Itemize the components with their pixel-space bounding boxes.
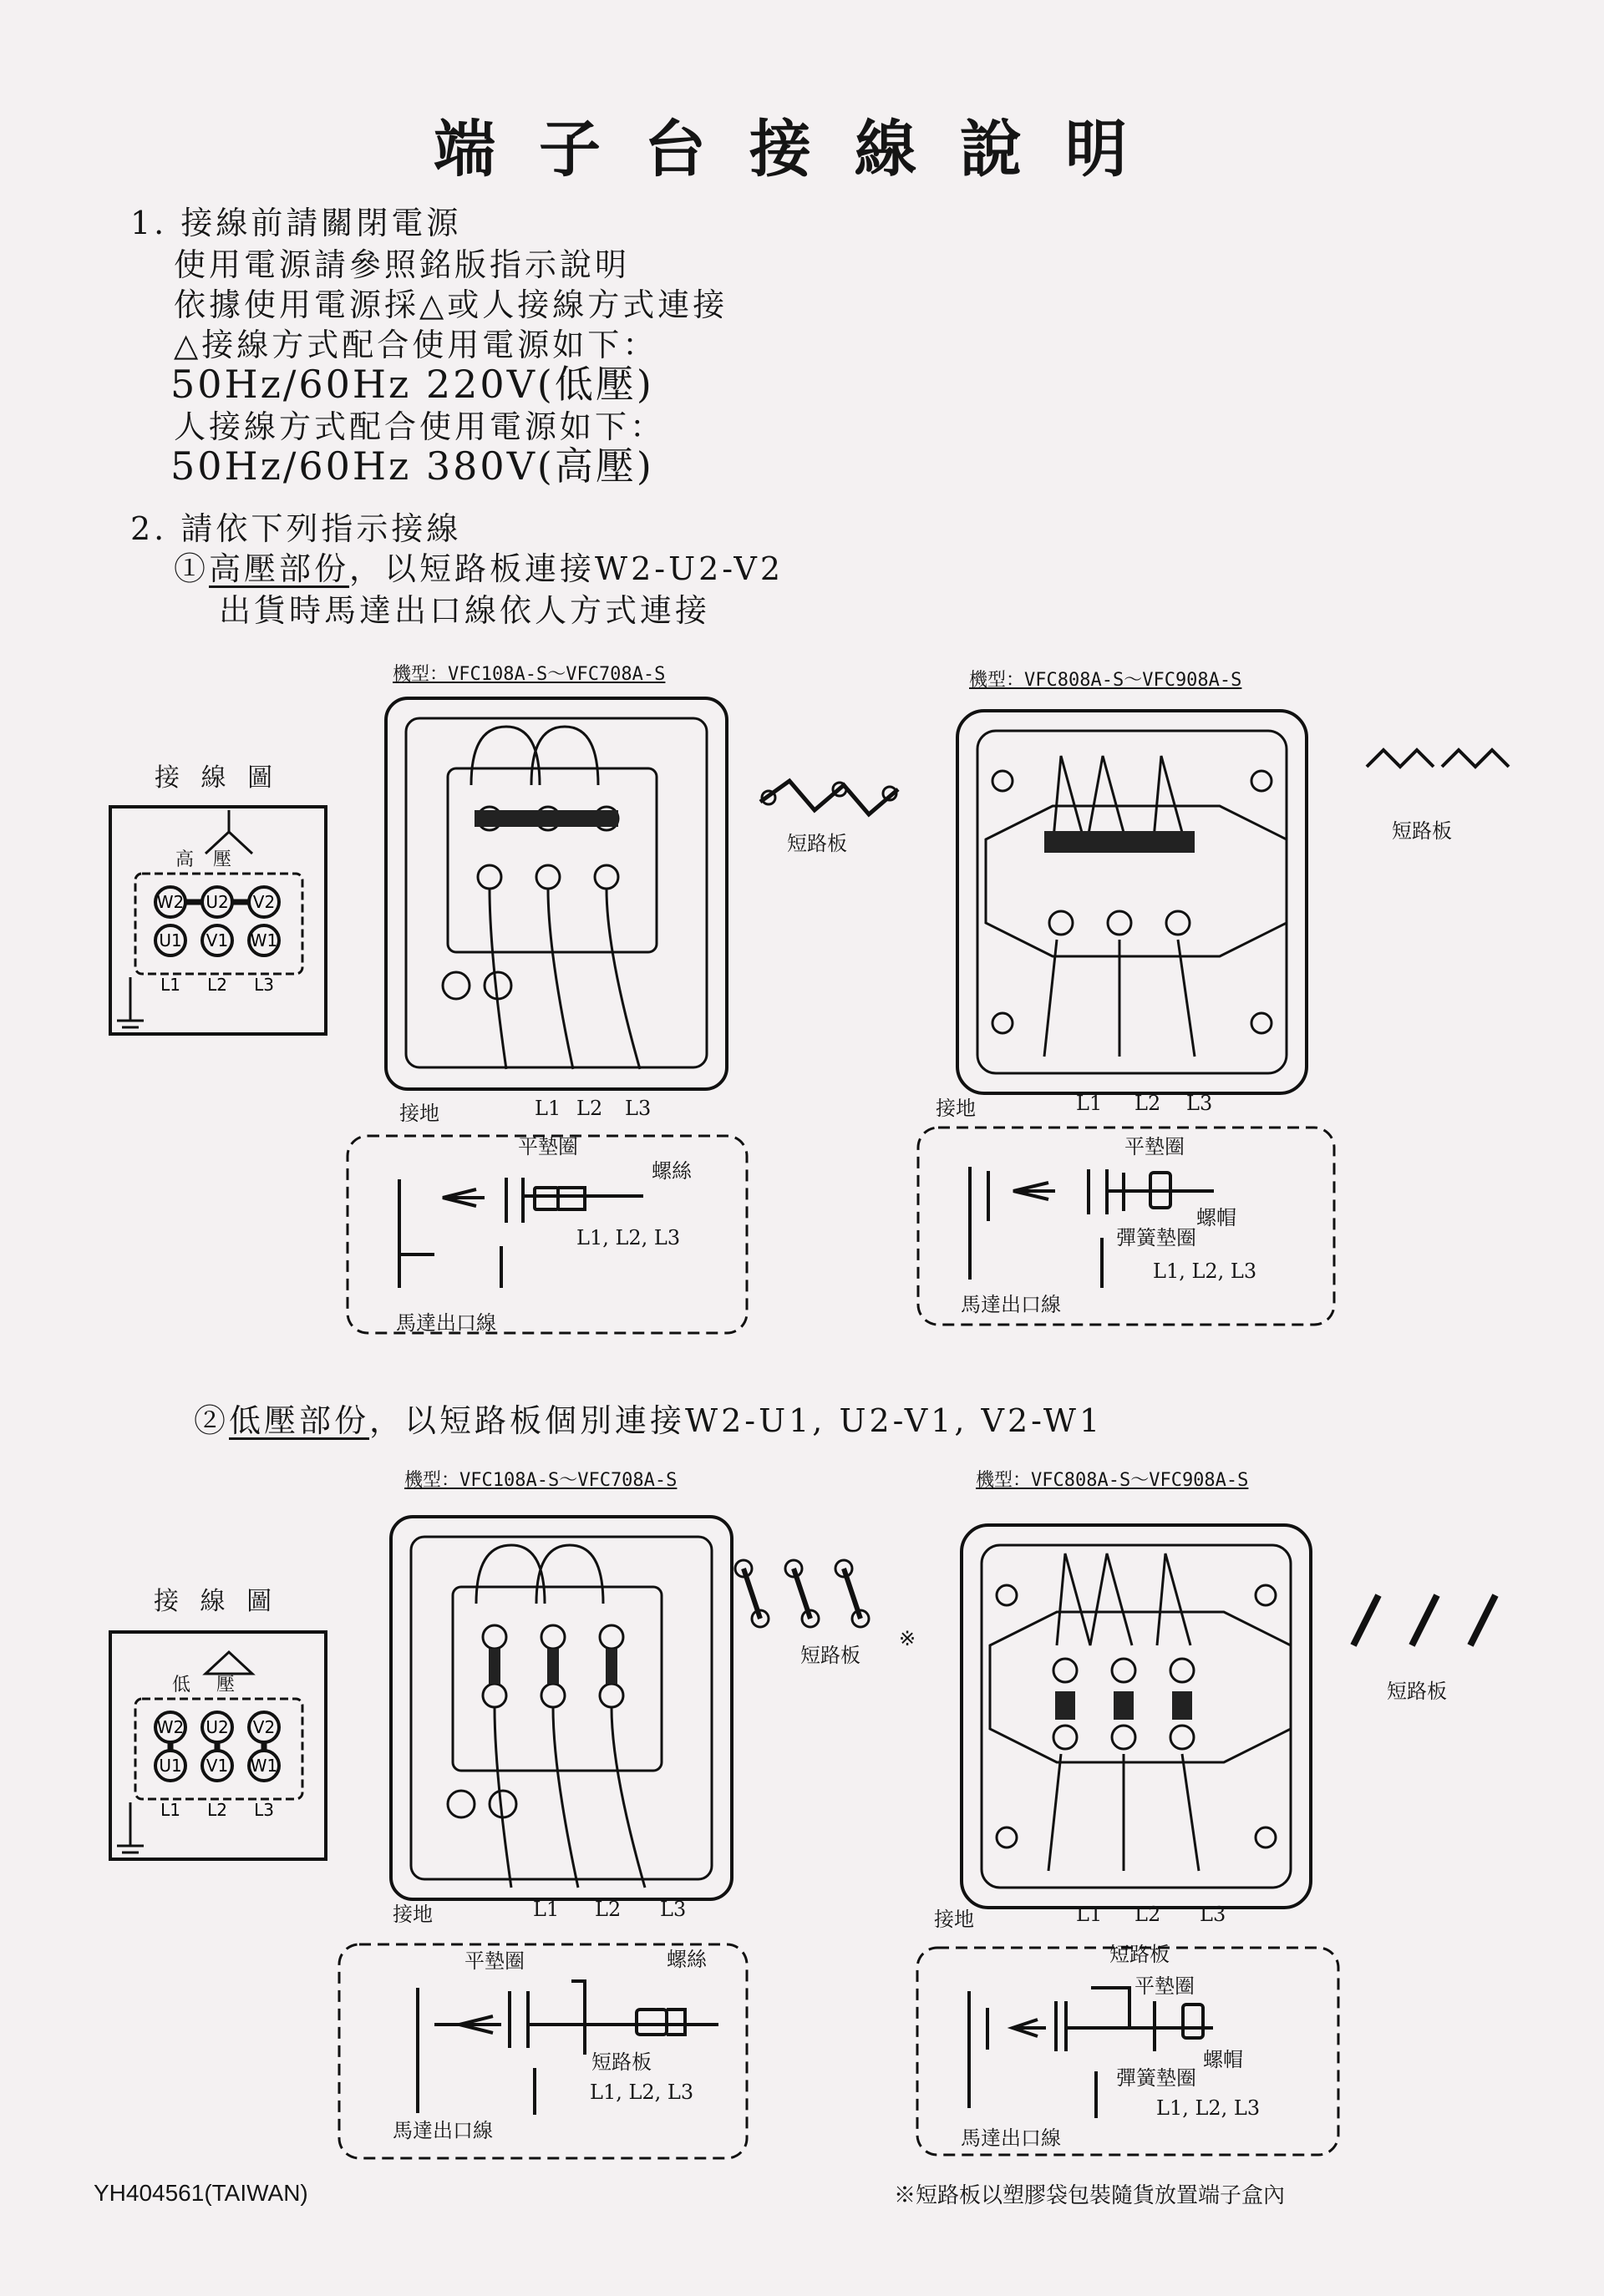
motor-lead-label-3: 馬達出口線 — [393, 2119, 493, 2142]
svg-text:L3: L3 — [254, 975, 274, 995]
svg-text:L1: L1 — [160, 975, 180, 995]
svg-text:L3: L3 — [254, 1800, 274, 1820]
svg-text:W2: W2 — [156, 1717, 185, 1737]
l123-label-3: L1, L2, L3 — [590, 2081, 694, 2104]
motor-lead-label-2: 馬達出口線 — [961, 1293, 1061, 1316]
flat-washer-label-3: 平墊圈 — [464, 1949, 525, 1973]
flat-washer-label-4: 平墊圈 — [1134, 1974, 1195, 1998]
low-voltage-instruction: ②低壓部份，以短路板個別連接W2-U1, U2-V1, V2-W1 — [194, 1402, 1104, 1439]
nut-label-2: 螺帽 — [1203, 2048, 1243, 2071]
l123-label-4: L1, L2, L3 — [1156, 2096, 1261, 2120]
svg-text:L1: L1 — [160, 1800, 180, 1820]
instruction-1-line-4: △接線方式配合使用電源如下： — [174, 327, 658, 363]
terminal-w2: W2 — [156, 892, 185, 912]
short-plate-note: ※短路板以塑膠袋包裝隨貨放置端子盒內 — [894, 2183, 1286, 2208]
l2-label-4: L2 — [1134, 1903, 1161, 1926]
small-terminal-box-low — [386, 1512, 737, 1904]
short-plate-label-6: 短路板 — [1109, 1943, 1170, 1966]
short-plate-low-large — [1337, 1579, 1520, 1662]
svg-text:V1: V1 — [206, 1756, 229, 1776]
instruction-2-line-1: 2. 請依下列指示接線 — [130, 510, 462, 547]
svg-text:U1: U1 — [159, 1756, 182, 1776]
l2-label-3: L2 — [595, 1898, 622, 1921]
short-plate-label-4: 短路板 — [1387, 1680, 1447, 1703]
svg-text:U2: U2 — [206, 1717, 229, 1737]
large-terminal-box-high — [952, 706, 1312, 1098]
l1-label-2: L1 — [1076, 1092, 1103, 1115]
low-voltage-terminal-diagram — [105, 1627, 331, 1878]
flat-washer-label-2: 平墊圈 — [1124, 1135, 1185, 1158]
l1-label-3: L1 — [533, 1898, 560, 1921]
ground-label-2: 接地 — [936, 1097, 976, 1120]
model-small-low: 機型：VFC108A-S～VFC708A-S — [404, 1470, 678, 1491]
page-title: 端子台接線說明 — [434, 114, 1170, 185]
l1-label-4: L1 — [1076, 1903, 1103, 1926]
ground-label-1: 接地 — [399, 1102, 439, 1125]
svg-text:L2: L2 — [207, 1800, 227, 1820]
svg-text:L2: L2 — [207, 975, 227, 995]
terminal-v2: V2 — [252, 892, 276, 912]
wiring-diagram-label-low: 接 線 圖 — [154, 1587, 279, 1616]
wiring-diagram-label-high: 接 線 圖 — [155, 763, 280, 793]
instruction-1-line-3: 依據使用電源採△或人接線方式連接 — [174, 286, 728, 323]
model-small-high: 機型：VFC108A-S～VFC708A-S — [393, 664, 666, 685]
motor-lead-label-4: 馬達出口線 — [961, 2126, 1061, 2150]
nut-label-1: 螺帽 — [1196, 1206, 1236, 1229]
short-plate-label-1: 短路板 — [787, 832, 847, 855]
high-voltage-terminal-diagram — [105, 802, 331, 1052]
model-large-high: 機型：VFC808A-S～VFC908A-S — [969, 670, 1242, 691]
l123-label-1: L1, L2, L3 — [576, 1226, 681, 1249]
instruction-1-line-7: 50Hz/60Hz 380V(高壓) — [170, 443, 654, 489]
short-plate-label-5: 短路板 — [591, 2050, 652, 2074]
short-plate-label-2: 短路板 — [1392, 819, 1452, 843]
l3-label-3: L3 — [660, 1898, 687, 1921]
high-voltage-note: 出貨時馬達出口線依人方式連接 — [219, 592, 711, 629]
instruction-1-line-6: 人接線方式配合使用電源如下： — [174, 408, 666, 445]
asterisk-mark: ※ — [899, 1627, 916, 1650]
spring-washer-label-2: 彈簧墊圈 — [1116, 2066, 1196, 2090]
short-plate-high-small — [752, 752, 927, 835]
l123-label-2: L1, L2, L3 — [1153, 1260, 1257, 1283]
model-large-low: 機型：VFC808A-S～VFC908A-S — [976, 1470, 1249, 1491]
l2-label-2: L2 — [1134, 1092, 1161, 1115]
l3-label-4: L3 — [1200, 1903, 1226, 1926]
spring-washer-label-1: 彈簧墊圈 — [1116, 1226, 1196, 1249]
svg-text:V2: V2 — [252, 1717, 276, 1737]
l2-label-1: L2 — [576, 1097, 603, 1120]
svg-text:W1: W1 — [250, 1756, 278, 1776]
high-voltage-label: 高 壓 — [175, 849, 238, 870]
flat-washer-label-1: 平墊圈 — [518, 1135, 578, 1158]
short-plate-label-3: 短路板 — [800, 1644, 860, 1667]
screw-label-2: 螺絲 — [667, 1948, 707, 1971]
motor-lead-label-1: 馬達出口線 — [396, 1311, 496, 1335]
high-voltage-instruction: ①高壓部份，以短路板連接W2-U2-V2 — [174, 550, 784, 587]
document-code: YH404561(TAIWAN) — [94, 2180, 308, 2206]
terminal-u2: U2 — [206, 892, 229, 912]
ground-label-4: 接地 — [934, 1908, 974, 1931]
terminal-v1: V1 — [206, 930, 229, 950]
short-plate-low-small — [727, 1552, 927, 1644]
instruction-1-line-1: 1. 接線前請關閉電源 — [130, 205, 462, 241]
low-voltage-label: 低 壓 — [172, 1675, 245, 1695]
small-terminal-box-high — [381, 693, 732, 1094]
terminal-u1: U1 — [159, 930, 182, 950]
instruction-1-line-2: 使用電源請參照銘版指示說明 — [174, 246, 631, 283]
screw-label-1: 螺絲 — [652, 1159, 692, 1183]
short-plate-high-large — [1358, 742, 1517, 800]
ground-label-3: 接地 — [393, 1903, 433, 1926]
l3-label-2: L3 — [1186, 1092, 1213, 1115]
terminal-w1: W1 — [250, 930, 278, 950]
instruction-1-line-5: 50Hz/60Hz 220V(低壓) — [170, 362, 654, 407]
l1-label-1: L1 — [535, 1097, 561, 1120]
l3-label-1: L3 — [625, 1097, 652, 1120]
large-terminal-box-low — [957, 1520, 1316, 1913]
